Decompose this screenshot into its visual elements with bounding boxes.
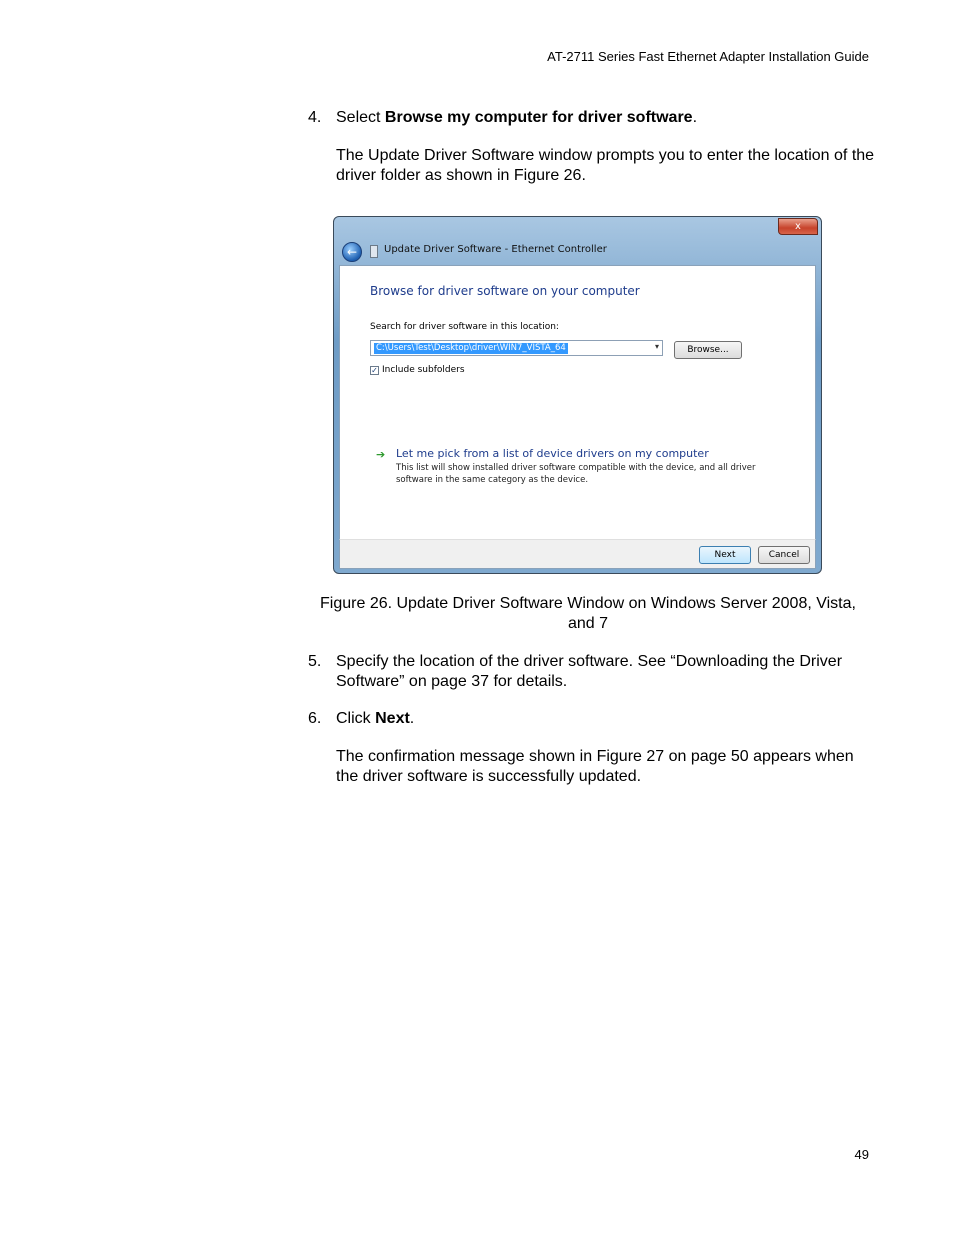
step-number: 5. [308,653,322,670]
window-button-bar [339,539,816,569]
step-text: Specify the location of the driver software. See “Downloading the Driver Software” on page 37 for details. [336,653,843,690]
step-prefix: Click [336,710,376,727]
pick-from-list-description: This list will show installed driver software compatible with the device, and all driver software in the same category as the device. [396,463,756,485]
step-text [336,709,876,729]
step-prefix: Select [336,109,385,126]
step-number: 4. [308,109,322,126]
chevron-down-icon[interactable]: ▾ [654,342,659,351]
green-arrow-icon: ➔ [376,448,386,461]
include-subfolders-checkbox[interactable]: ✓ [371,366,378,375]
paragraph-window-prompt: The Update Driver Software window prompts you to enter the location of the driver folder as shown in Figure 26. [336,147,875,184]
driver-path-combobox[interactable] [370,340,663,356]
browse-button[interactable]: Browse... [674,341,742,359]
cancel-button[interactable]: Cancel [758,546,810,564]
step-text [336,108,876,128]
step-suffix: . [692,109,698,126]
step-suffix: . [409,710,415,727]
pick-from-list-link[interactable]: Let me pick from a list of device drivers on my computer [396,447,709,460]
back-arrow-icon[interactable]: ← [342,242,362,262]
driver-path-value[interactable]: C:\Users\Test\Desktop\driver\WIN7_VISTA_64 [376,343,566,353]
step-number: 6. [308,710,322,727]
window-title: Update Driver Software - Ethernet Controller [384,244,607,255]
update-driver-window-figure [333,216,822,574]
dialog-heading: Browse for driver software on your computer [370,284,640,298]
figure-caption: Figure 26. Update Driver Software Window on Windows Server 2008, Vista, and 7 [320,595,856,632]
close-icon[interactable]: x [778,218,818,235]
next-button[interactable]: Next [699,546,751,564]
running-header: AT-2711 Series Fast Ethernet Adapter Installation Guide [547,49,869,64]
page-number: 49 [854,1147,869,1162]
include-subfolders-label[interactable]: Include subfolders [382,365,465,375]
window-titlebar [340,241,815,263]
device-icon [370,245,378,258]
search-location-label: Search for driver software in this location: [370,322,559,332]
step-bold-term: Browse my computer for driver software [384,109,693,126]
step-bold-term: Next [375,710,410,727]
paragraph-confirmation: The confirmation message shown in Figure 27 on page 50 appears when the driver software is successfully updated. [336,748,854,785]
window-content [339,265,816,541]
